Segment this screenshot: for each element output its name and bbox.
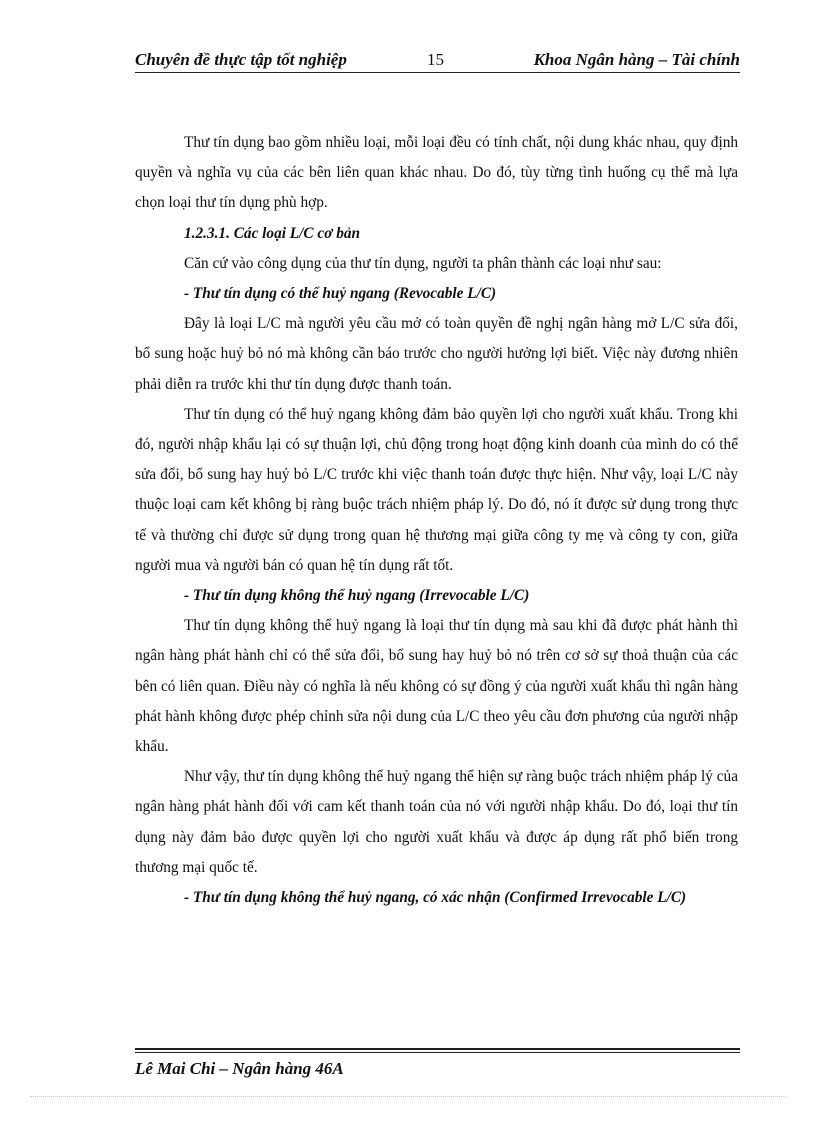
header-department: Khoa Ngân hàng – Tài chính bbox=[533, 50, 740, 69]
subheading-revocable: - Thư tín dụng có thể huỷ ngang (Revocable L/C) bbox=[184, 285, 497, 303]
paragraph-classification: Căn cứ vào công dụng của thư tín dụng, người ta phân thành các loại như sau: bbox=[184, 254, 662, 272]
footer-rule-inner bbox=[135, 1052, 740, 1053]
footer-author: Lê Mai Chi – Ngân hàng 46A bbox=[135, 1059, 344, 1078]
subheading-confirmed-irrevocable: - Thư tín dụng không thể huỷ ngang, có xác nhận (Confirmed Irrevocable L/C) bbox=[184, 889, 687, 907]
paragraph-revocable-definition: Đây là loại L/C mà người yêu cầu mở có toàn quyền đề nghị ngân hàng mở L/C sửa đổi, bổ sung hoặc huỷ bỏ nó mà không cần báo trước cho người hưởng lợi biết. Việc này đương nhiên phải diễn ra trước khi thư tín dụng được thanh toán. bbox=[135, 315, 738, 393]
paragraph-revocable-analysis: Thư tín dụng có thể huỷ ngang không đảm bảo quyền lợi cho người xuất khẩu. Trong khi đó, người nhập khẩu lại có sự thuận lợi, chủ động trong hoạt động kinh doanh của mình do có thể sửa đổi, bổ sung hay huỷ bỏ L/C trước khi việc thanh toán được thực hiện. Như vậy, loại L/C này thuộc loại cam kết không bị ràng buộc trách nhiệm pháp lý. Do đó, nó ít được sử dụng trong thực tế và thường chỉ được sử dụng trong quan hệ thương mại giữa công ty mẹ và công ty con, giữa người mua và người bán có quan hệ tín dụng rất tốt. bbox=[135, 405, 738, 574]
footer-rule bbox=[135, 1048, 740, 1050]
document-body bbox=[135, 128, 738, 913]
section-heading: 1.2.3.1. Các loại L/C cơ bản bbox=[184, 224, 361, 242]
paragraph-intro: Thư tín dụng bao gồm nhiều loại, mỗi loại đều có tính chất, nội dung khác nhau, quy định quyền và nghĩa vụ của các bên liên quan khác nhau. Do đó, tùy từng tình huống cụ thể mà lựa chọn loại thư tín dụng phù hợp. bbox=[135, 134, 738, 212]
paragraph-irrevocable-analysis: Như vậy, thư tín dụng không thể huỷ ngang thể hiện sự ràng buộc trách nhiệm pháp lý của ngân hàng phát hành đối với cam kết thanh toán của nó với người nhập khẩu. Do đó, loại thư tín dụng này đảm bảo được quyền lợi cho người xuất khẩu và được áp dụng rất phổ biến trong thương mại quốc tế. bbox=[135, 768, 738, 876]
paragraph-irrevocable-definition: Thư tín dụng không thể huỷ ngang là loại thư tín dụng mà sau khi đã được phát hành thì ngân hàng phát hành chỉ có thể sửa đổi, bổ sung hay huỷ bỏ nó trên cơ sở sự thoả thuận của các bên có liên quan. Điều này có nghĩa là nếu không có sự đồng ý của người xuất khẩu thì ngân hàng phát hành không được phép chỉnh sửa nội dung của L/C theo yêu cầu đơn phương của người nhập khẩu. bbox=[135, 617, 738, 756]
page-header bbox=[135, 46, 740, 73]
page-number: 15 bbox=[427, 50, 444, 69]
page-edge-divider bbox=[30, 1096, 786, 1097]
subheading-irrevocable: - Thư tín dụng không thể huỷ ngang (Irrevocable L/C) bbox=[184, 587, 530, 605]
header-title: Chuyên đề thực tập tốt nghiệp bbox=[135, 50, 347, 69]
page-footer bbox=[135, 1048, 740, 1079]
